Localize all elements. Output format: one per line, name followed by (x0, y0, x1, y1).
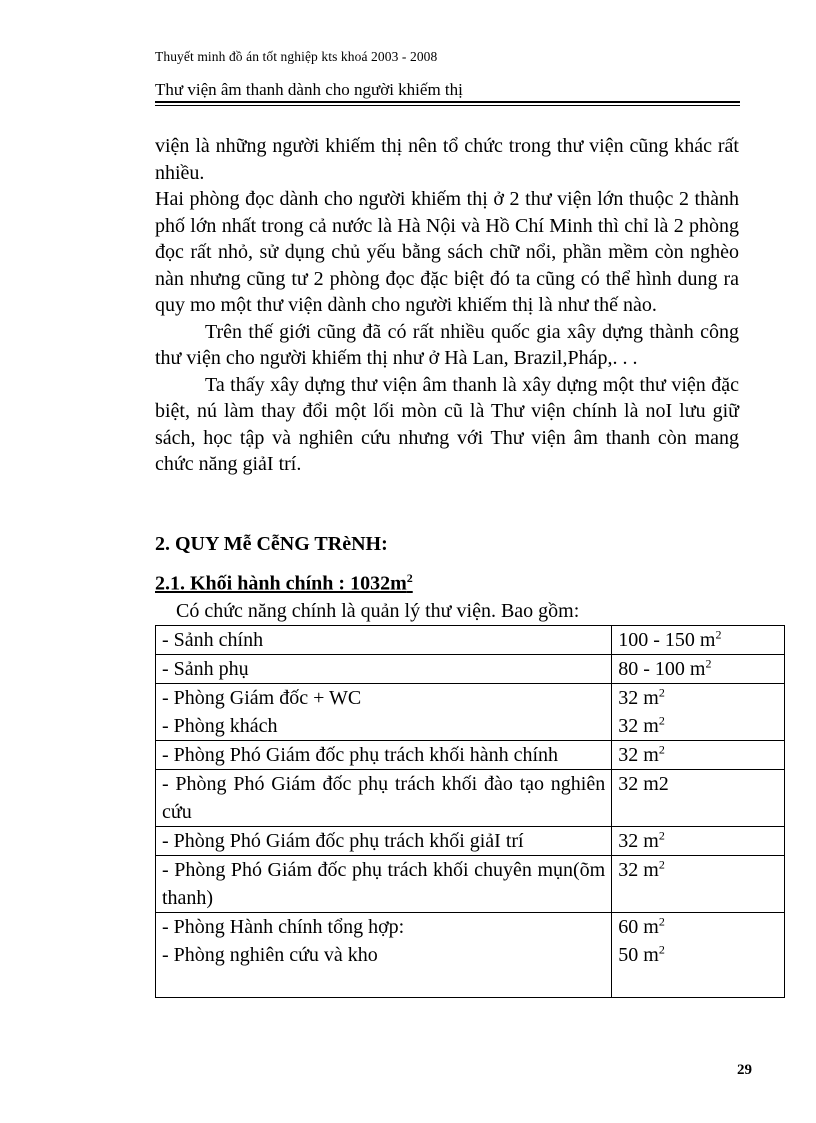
table-row (156, 626, 785, 655)
room-name-cell (156, 913, 612, 998)
room-area (618, 941, 778, 969)
room-area-cell (612, 827, 785, 856)
room-name: - Sảnh chính (162, 629, 264, 651)
room-area-cell (612, 856, 785, 913)
room-area-cell (612, 913, 785, 998)
room-area-cell (612, 655, 785, 684)
room-name: - Phòng Hành chính tổng hợp: (162, 916, 405, 938)
section-title: 2. QUY Mễ CễNG TRèNH: (155, 533, 388, 555)
table-row (156, 856, 785, 913)
body-text (155, 133, 739, 478)
room-name-cell (156, 626, 612, 655)
table-row (156, 770, 785, 827)
subsection-title (155, 571, 413, 596)
room-name: - Sảnh phụ (162, 658, 249, 680)
table-row (156, 827, 785, 856)
room-area (618, 913, 778, 941)
rooms-table-body (156, 626, 785, 998)
room-area-value: 100 - 150 m (618, 629, 716, 651)
room-area-cell (612, 626, 785, 655)
table-row (156, 741, 785, 770)
room-area-cell (612, 741, 785, 770)
room-name: - Phòng Phó Giám đốc phụ trách khối chuyên mụn(õm thanh) (162, 859, 606, 909)
paragraph: viện là những người khiếm thị nên tổ chức trong thư viện cũng khác rất nhiều. (155, 135, 739, 184)
room-area-value: 32 m (618, 715, 659, 737)
document-header-subtitle: Thư viện âm thanh dành cho người khiếm thị (155, 80, 463, 99)
room-area-value: 60 m (618, 916, 659, 938)
subsection-title-unit-sup: 2 (406, 571, 413, 585)
room-area (618, 856, 778, 884)
room-name: - Phòng Giám đốc + WC (162, 687, 362, 709)
paragraph: Trên thế giới cũng đã có rất nhiều quốc gia xây dựng thành công thư viện cho người khiếm thị như ở Hà Lan, Brazil,Pháp,. . . (155, 320, 739, 369)
table-row (156, 913, 785, 998)
room-area-value: 32 m (618, 744, 659, 766)
room-name-cell (156, 770, 612, 827)
room-name-cell (156, 684, 612, 741)
room-area-unit-sup: 2 (658, 914, 665, 929)
room-area-value: 32 m2 (618, 773, 669, 795)
room-name-cell (156, 856, 612, 913)
rooms-table (155, 625, 785, 998)
room-area (618, 712, 778, 740)
header-rule-thick (155, 101, 740, 103)
room-area-value: 80 - 100 m (618, 658, 706, 680)
room-area (618, 684, 778, 712)
room-area-value: 32 m (618, 687, 659, 709)
room-area (618, 655, 778, 683)
room-area (618, 770, 778, 798)
room-area-unit-sup: 2 (705, 656, 712, 671)
room-name: - Phòng nghiên cứu và kho (162, 944, 378, 966)
room-area-unit-sup: 2 (658, 857, 665, 872)
room-area (618, 626, 778, 654)
room-name: - Phòng Phó Giám đốc phụ trách khối giảI trí (162, 830, 524, 852)
room-name: - Phòng Phó Giám đốc phụ trách khối hành chính (162, 744, 559, 766)
room-area-value: 32 m (618, 830, 659, 852)
header-rule-thin (155, 105, 740, 106)
room-area-unit-sup: 2 (658, 742, 665, 757)
room-name: - Phòng khách (162, 715, 278, 737)
room-name-cell (156, 741, 612, 770)
room-name-cell (156, 655, 612, 684)
room-area-cell (612, 770, 785, 827)
room-area-value: 50 m (618, 944, 659, 966)
room-area (618, 827, 778, 855)
table-row (156, 684, 785, 741)
page-number: 29 (737, 1062, 752, 1078)
subsection-title-text: 2.1. Khối hành chính : 1032m (155, 572, 407, 595)
room-area-value: 32 m (618, 859, 659, 881)
paragraph: Hai phòng đọc dành cho người khiếm thị ở 2 thư viện lớn thuộc 2 thành phố lớn nhất trong cả nước là Hà Nội và Hồ Chí Minh thì chỉ là 2 phòng đọc rất nhỏ, sử dụng chủ yếu bằng sách chữ nổi, phần mềm còn nghèo nàn nhưng cũng tư 2 phòng đọc đặc biệt đó ta cũng có thể hình dung ra quy mo một thư viện dành cho người khiếm thị là như thế nào. (155, 188, 739, 316)
room-area-unit-sup: 2 (658, 713, 665, 728)
room-name: - Phòng Phó Giám đốc phụ trách khối đào tạo nghiên cứu (162, 773, 606, 823)
room-name-cell (156, 827, 612, 856)
room-area-unit-sup: 2 (658, 942, 665, 957)
intro-text: Có chức năng chính là quản lý thư viện. Bao gồm: (176, 600, 580, 622)
room-area-cell (612, 684, 785, 741)
room-area (618, 741, 778, 769)
room-area-unit-sup: 2 (658, 828, 665, 843)
room-area-unit-sup: 2 (715, 627, 722, 642)
room-area-unit-sup: 2 (658, 685, 665, 700)
paragraph: Ta thấy xây dựng thư viện âm thanh là xây dựng một thư viện đặc biệt, nú làm thay đổi một lối mòn cũ là Thư viện chính là noI lưu giữ sách, học tập và nghiên cứu nhưng với Thư viện âm thanh còn mang chức năng giảI trí. (155, 373, 739, 475)
document-header-title: Thuyết minh đồ án tốt nghiệp kts khoá 2003 - 2008 (155, 49, 438, 64)
table-row (156, 655, 785, 684)
